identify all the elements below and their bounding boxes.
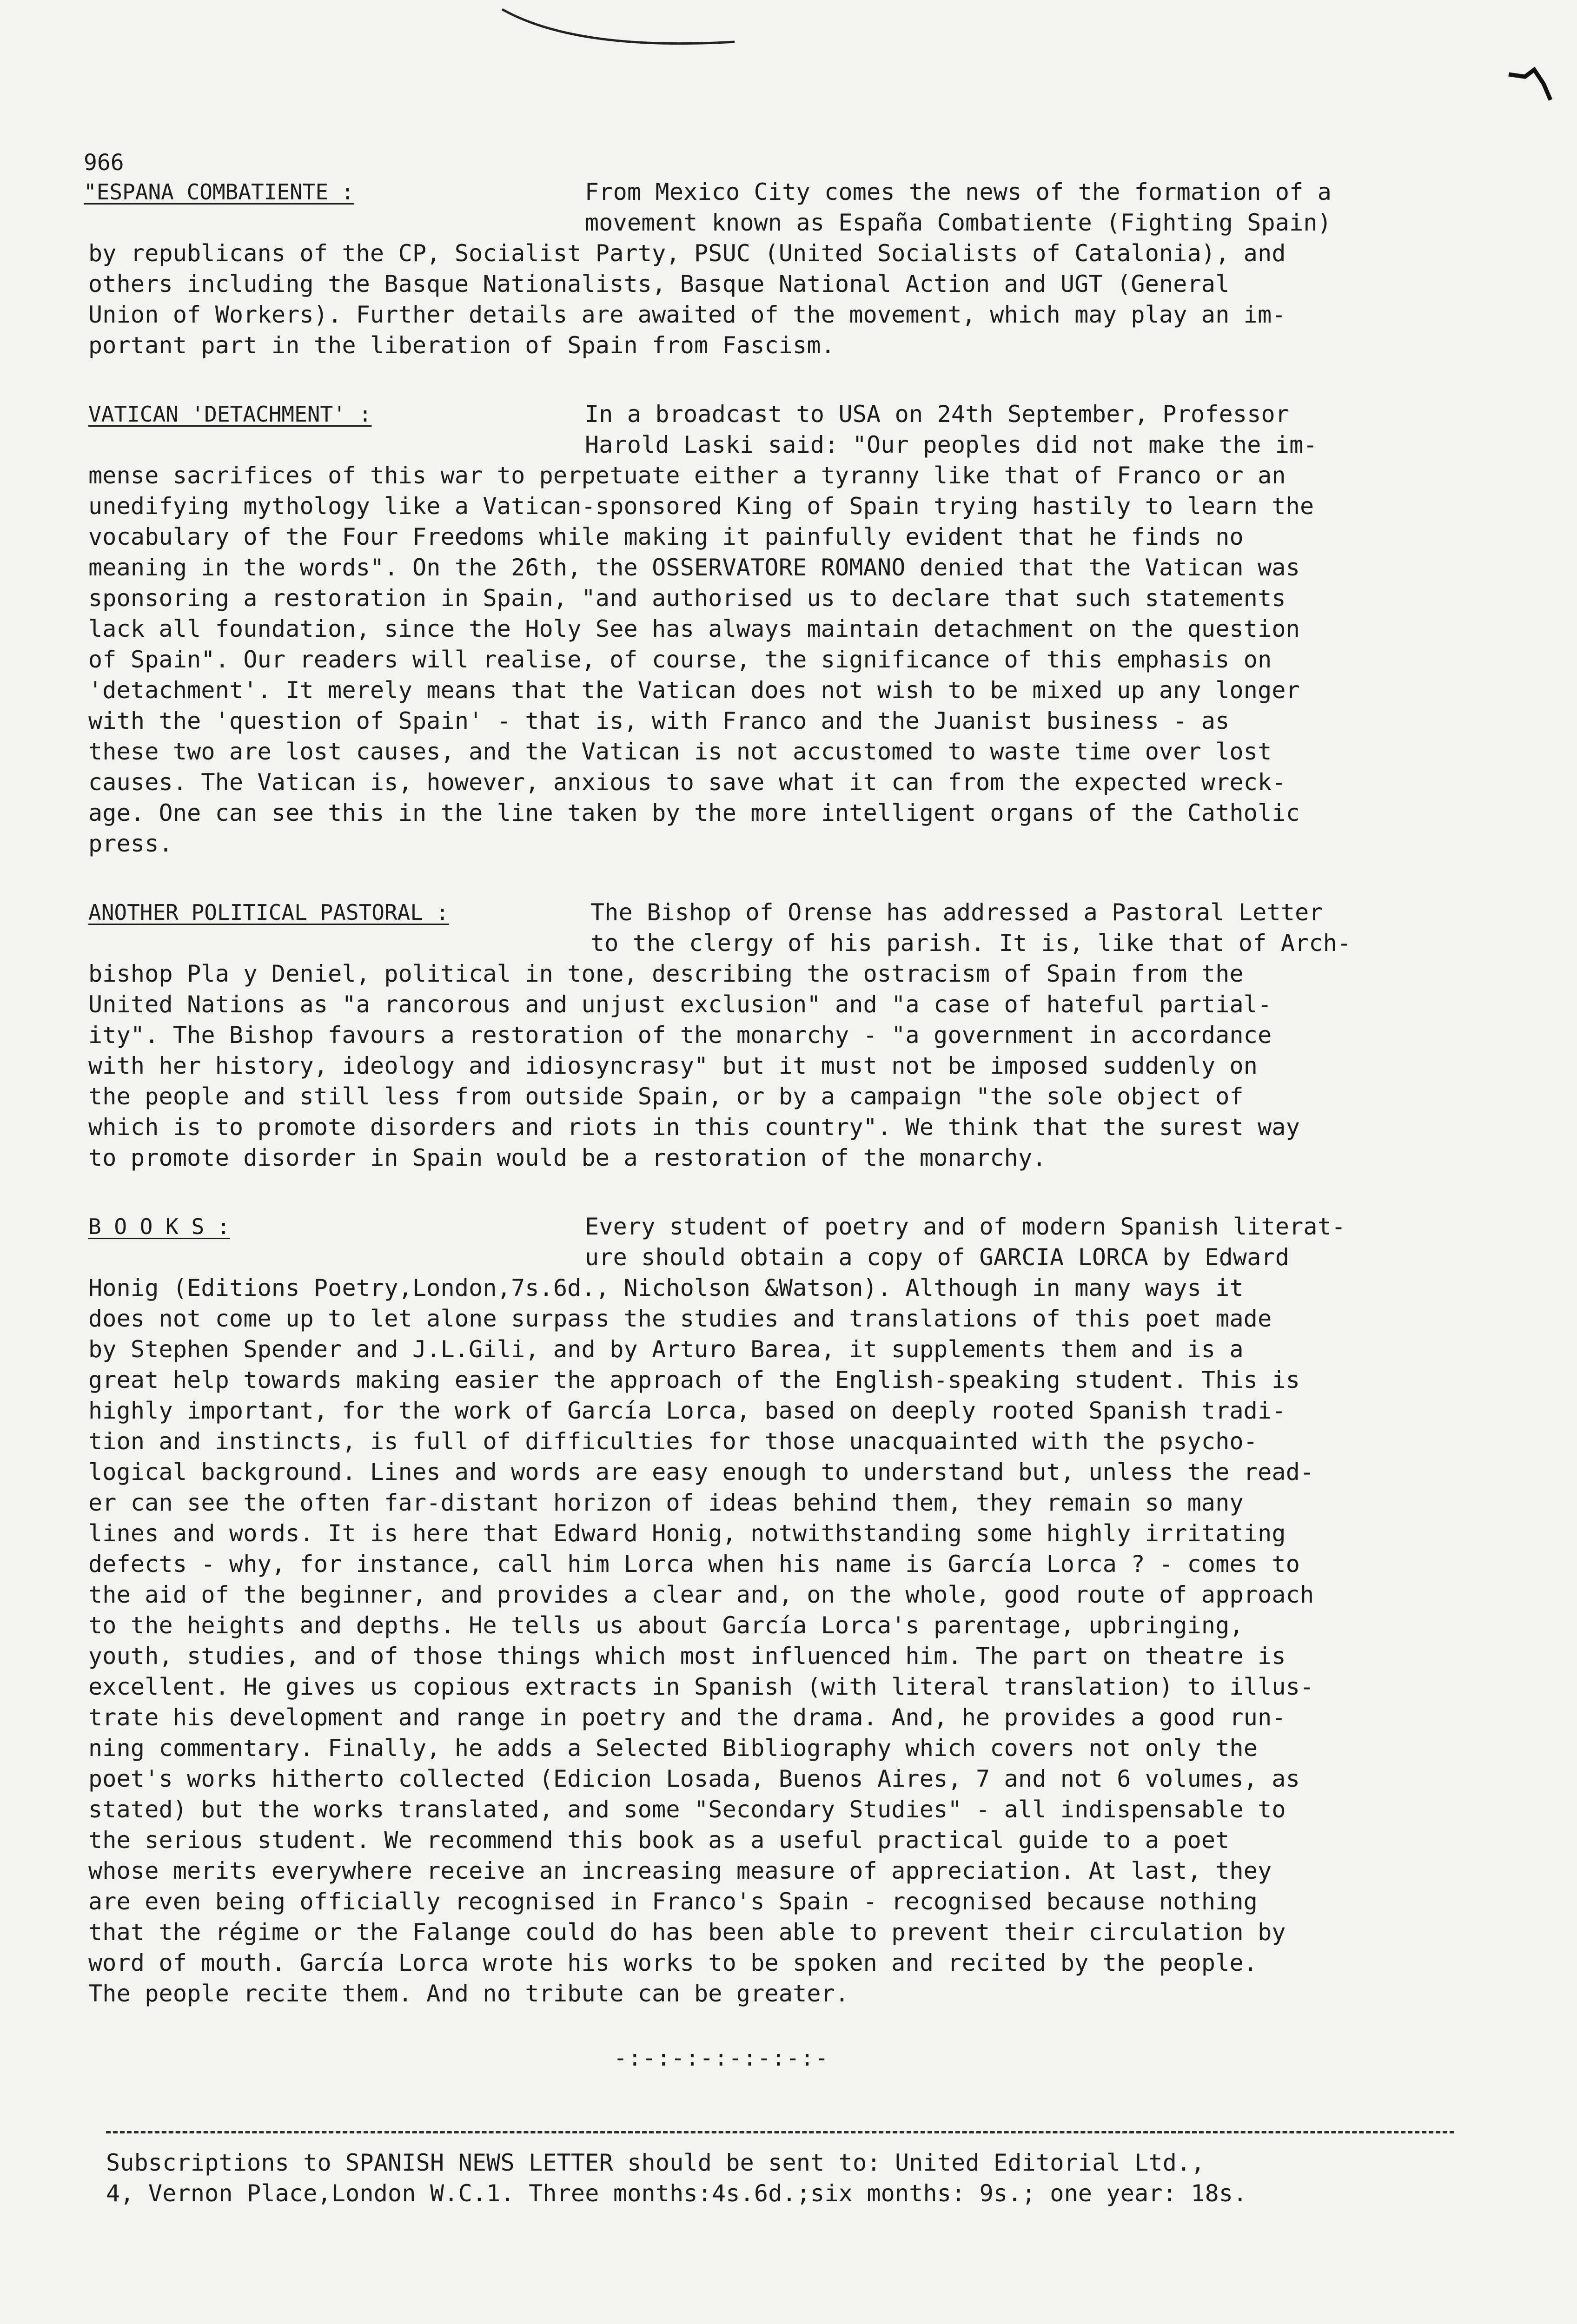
- body-line: bishop Pla y Deniel, political in tone, describing the ostracism of Spain from the: [88, 960, 1244, 987]
- section-heading: VATICAN 'DETACHMENT' :: [88, 402, 372, 427]
- body-line: portant part in the liberation of Spain from Fascism.: [88, 332, 835, 359]
- section-heading: ANOTHER POLITICAL PASTORAL :: [88, 900, 449, 925]
- body-line: youth, studies, and of those things which most influenced him. The part on theatre is: [88, 1643, 1286, 1670]
- body-line: ure should obtain a copy of GARCIA LORCA by Edward: [585, 1244, 1290, 1271]
- body-line: with her history, ideology and idiosyncrasy" but it must not be imposed suddenly on: [88, 1052, 1258, 1079]
- body-line: Every student of poetry and of modern Spanish literat-: [585, 1213, 1346, 1240]
- body-line: which is to promote disorders and riots in this country". We think that the surest way: [88, 1114, 1300, 1141]
- body-line: to the heights and depths. He tells us about García Lorca's parentage, upbringing,: [88, 1612, 1244, 1639]
- body-line: by Stephen Spender and J.L.Gili, and by Arturo Barea, it supplements them and is a: [88, 1336, 1244, 1363]
- section-heading: B O O K S :: [88, 1214, 230, 1239]
- body-line: great help towards making easier the approach of the English-speaking student. This is: [88, 1367, 1300, 1393]
- body-line: poet's works hitherto collected (Edicion Losada, Buenos Aires, 7 and not 6 volumes, as: [88, 1765, 1300, 1792]
- body-line: trate his development and range in poetry and the drama. And, he provides a good run-: [88, 1704, 1286, 1731]
- scan-edge-mark: [493, 0, 753, 65]
- body-line: In a broadcast to USA on 24th September, Professor: [585, 401, 1290, 428]
- body-line: with the 'question of Spain' - that is, with Franco and the Juanist business - as: [88, 707, 1230, 734]
- body-line: ity". The Bishop favours a restoration of the monarchy - "a government in accordance: [88, 1022, 1272, 1049]
- body-line: that the régime or the Falange could do has been able to prevent their circulation by: [88, 1919, 1286, 1946]
- body-line: logical background. Lines and words are easy enough to understand but, unless the read-: [88, 1459, 1314, 1486]
- body-line: highly important, for the work of García Lorca, based on deeply rooted Spanish tradi-: [88, 1397, 1286, 1424]
- body-line: by republicans of the CP, Socialist Party, PSUC (United Socialists of Catalonia), and: [88, 240, 1286, 267]
- body-line: 'detachment'. It merely means that the Vatican does not wish to be mixed up any longer: [88, 677, 1300, 704]
- body-line: meaning in the words". On the 26th, the OSSERVATORE ROMANO denied that the Vatican was: [88, 554, 1300, 581]
- body-line: Harold Laski said: "Our peoples did not make the im-: [585, 431, 1318, 458]
- body-line: word of mouth. García Lorca wrote his works to be spoken and recited by the people.: [88, 1949, 1258, 1976]
- page-number: 966: [84, 150, 124, 176]
- body-line: to the clergy of his parish. It is, like that of Arch-: [590, 930, 1352, 957]
- subscription-line: Subscriptions to SPANISH NEWS LETTER should be sent to: United Editorial Ltd.,: [106, 2149, 1205, 2176]
- body-line: causes. The Vatican is, however, anxious to save what it can from the expected wreck-: [88, 769, 1286, 796]
- section-divider: -:-:-:-:-:-:-:-: [614, 2045, 829, 2071]
- body-line: lack all foundation, since the Holy See has always maintain detachment on the question: [88, 615, 1300, 642]
- body-line: defects - why, for instance, call him Lorca when his name is García Lorca ? - comes to: [88, 1551, 1300, 1578]
- body-line: vocabulary of the Four Freedoms while making it painfully evident that he finds no: [88, 523, 1244, 550]
- body-line: Honig (Editions Poetry,London,7s.6d., Nicholson &Watson). Although in many ways it: [88, 1274, 1244, 1301]
- body-line: The people recite them. And no tribute can be greater.: [88, 1980, 849, 2007]
- corner-ink-mark: [1506, 56, 1557, 107]
- body-line: lines and words. It is here that Edward Honig, notwithstanding some highly irritating: [88, 1520, 1286, 1547]
- body-line: the people and still less from outside Spain, or by a campaign "the sole object of: [88, 1083, 1244, 1110]
- body-line: press.: [88, 830, 173, 857]
- footer-rule: [106, 2131, 1454, 2133]
- body-line: the aid of the beginner, and provides a clear and, on the whole, good route of approach: [88, 1581, 1314, 1608]
- body-line: Union of Workers). Further details are awaited of the movement, which may play an im-: [88, 301, 1286, 328]
- body-line: these two are lost causes, and the Vatican is not accustomed to waste time over lost: [88, 738, 1272, 765]
- body-line: of Spain". Our readers will realise, of course, the significance of this emphasis on: [88, 646, 1272, 673]
- body-line: er can see the often far-distant horizon of ideas behind them, they remain so many: [88, 1489, 1244, 1516]
- body-line: unedifying mythology like a Vatican-sponsored King of Spain trying hastily to learn the: [88, 493, 1314, 520]
- body-line: ning commentary. Finally, he adds a Selected Bibliography which covers not only the: [88, 1735, 1258, 1762]
- body-line: From Mexico City comes the news of the formation of a: [585, 178, 1332, 205]
- body-line: whose merits everywhere receive an increasing measure of appreciation. At last, they: [88, 1857, 1272, 1884]
- body-line: mense sacrifices of this war to perpetuate either a tyranny like that of Franco or an: [88, 462, 1286, 489]
- body-line: stated) but the works translated, and some "Secondary Studies" - all indispensable to: [88, 1796, 1286, 1823]
- body-line: does not come up to let alone surpass the studies and translations of this poet made: [88, 1305, 1272, 1332]
- body-line: others including the Basque Nationalists, Basque National Action and UGT (General: [88, 271, 1230, 297]
- body-line: tion and instincts, is full of difficulties for those unacquainted with the psycho-: [88, 1428, 1258, 1455]
- body-line: the serious student. We recommend this book as a useful practical guide to a poet: [88, 1827, 1230, 1854]
- body-line: United Nations as "a rancorous and unjust exclusion" and "a case of hateful partial-: [88, 991, 1272, 1018]
- body-line: are even being officially recognised in Franco's Spain - recognised because nothing: [88, 1888, 1258, 1915]
- body-line: movement known as España Combatiente (Fighting Spain): [585, 209, 1332, 236]
- subscription-line: 4, Vernon Place,London W.C.1. Three months:4s.6d.;six months: 9s.; one year: 18s.: [106, 2180, 1247, 2207]
- section-heading: "ESPANA COMBATIENTE :: [84, 179, 354, 205]
- body-line: sponsoring a restoration in Spain, "and authorised us to declare that such statements: [88, 585, 1286, 612]
- body-line: age. One can see this in the line taken by the more intelligent organs of the Catholic: [88, 799, 1300, 826]
- body-line: excellent. He gives us copious extracts in Spanish (with literal translation) to illus-: [88, 1673, 1314, 1700]
- body-line: to promote disorder in Spain would be a restoration of the monarchy.: [88, 1144, 1047, 1171]
- body-line: The Bishop of Orense has addressed a Pastoral Letter: [590, 899, 1323, 926]
